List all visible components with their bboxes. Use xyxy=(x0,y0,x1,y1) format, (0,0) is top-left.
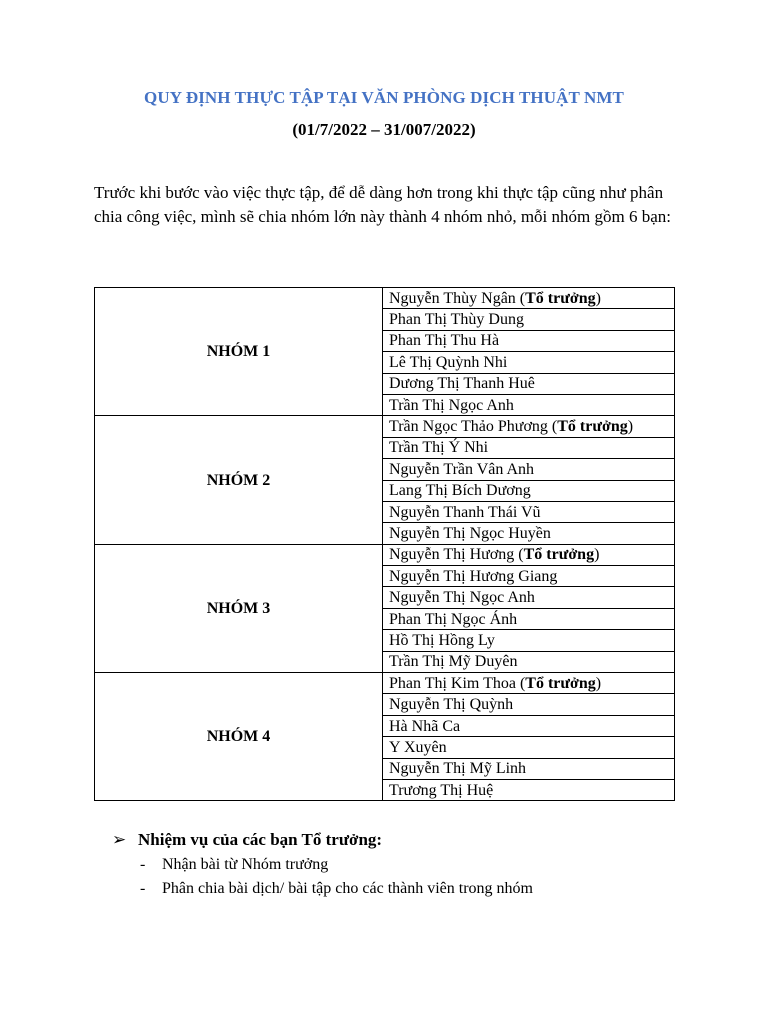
group-name-cell: NHÓM 4 xyxy=(95,673,383,801)
member-name: Trần Thị Ngọc Anh xyxy=(389,396,514,414)
member-cell xyxy=(383,694,675,715)
leader-tag: Tổ trưởng xyxy=(525,289,596,307)
leader-tag: Tổ trưởng xyxy=(523,546,595,564)
member-name: Nguyễn Thùy Ngân xyxy=(389,289,516,307)
document-title: QUY ĐỊNH THỰC TẬP TẠI VĂN PHÒNG DỊCH THUẬT NMT xyxy=(144,88,624,107)
member-cell xyxy=(383,651,675,672)
member-cell xyxy=(383,758,675,779)
member-name: Trần Thị Ý Nhi xyxy=(389,439,489,457)
member-name: Phan Thị Kim Thoa xyxy=(389,674,516,692)
member-cell xyxy=(383,437,675,458)
member-name: Nguyễn Thị Ngọc Anh xyxy=(389,589,535,607)
member-name: Hà Nhã Ca xyxy=(389,717,461,735)
member-name: Nguyễn Thị Quỳnh xyxy=(389,696,514,714)
member-name: Nguyễn Thị Hương Giang xyxy=(389,567,558,585)
list-item xyxy=(140,853,533,877)
group-name-cell: NHÓM 3 xyxy=(95,544,383,672)
member-cell: Nguyễn Thùy Ngân (Tổ trưởng) xyxy=(383,288,675,309)
member-cell xyxy=(383,309,675,330)
member-name: Lang Thị Bích Dương xyxy=(389,482,531,500)
leader-duties-heading xyxy=(112,830,383,850)
member-cell xyxy=(383,715,675,736)
group-name-cell: NHÓM 2 xyxy=(95,416,383,544)
member-name: Phan Thị Thùy Dung xyxy=(389,311,524,329)
member-name: Trần Thị Mỹ Duyên xyxy=(389,653,518,671)
member-cell xyxy=(383,587,675,608)
member-cell: Nguyễn Thị Hương (Tổ trưởng) xyxy=(383,544,675,565)
member-cell xyxy=(383,352,675,373)
member-name: Nguyễn Thị Ngọc Huyền xyxy=(389,524,551,542)
member-name: Dương Thị Thanh Huê xyxy=(389,375,535,393)
intro-paragraph: Trước khi bước vào việc thực tập, để dễ dàng hơn trong khi thực tập cũng như phân chia công việc, mình sẽ chia nhóm lớn này thành 4 nhóm nhỏ, mỗi nhóm gồm 6 bạn: xyxy=(94,183,671,226)
dash-bullet: - xyxy=(140,856,146,873)
member-name: Hồ Thị Hồng Ly xyxy=(389,631,495,649)
member-name: Y Xuyên xyxy=(389,738,447,756)
leader-duties-heading-text: Nhiệm vụ của các bạn Tổ trưởng: xyxy=(138,830,383,849)
member-cell xyxy=(383,630,675,651)
member-name: Nguyễn Thanh Thái Vũ xyxy=(389,503,541,521)
member-cell xyxy=(383,373,675,394)
table-row xyxy=(95,673,675,694)
leader-duties-list xyxy=(140,853,533,901)
member-name: Phan Thị Thu Hà xyxy=(389,332,500,350)
member-name: Trương Thị Huệ xyxy=(389,781,494,799)
member-cell xyxy=(383,566,675,587)
member-name: Trần Ngọc Thảo Phương xyxy=(389,418,548,436)
table-row xyxy=(95,416,675,437)
member-cell: Trần Ngọc Thảo Phương (Tổ trưởng) xyxy=(383,416,675,437)
task-text: Nhận bài từ Nhóm trưởng xyxy=(162,856,329,873)
member-cell xyxy=(383,501,675,522)
groups-table xyxy=(94,287,675,801)
member-name: Lê Thị Quỳnh Nhi xyxy=(389,353,508,371)
dash-bullet: - xyxy=(140,880,146,897)
task-text: Phân chia bài dịch/ bài tập cho các thành viên trong nhóm xyxy=(162,880,533,897)
table-row xyxy=(95,288,675,309)
member-cell xyxy=(383,480,675,501)
leader-tag: Tổ trưởng xyxy=(557,418,628,436)
leader-tag: Tổ trưởng xyxy=(525,674,596,692)
member-name: Nguyễn Thị Hương xyxy=(389,546,515,564)
member-cell xyxy=(383,459,675,480)
list-item xyxy=(140,877,533,901)
member-cell: Phan Thị Kim Thoa (Tổ trưởng) xyxy=(383,673,675,694)
member-cell xyxy=(383,737,675,758)
member-cell xyxy=(383,523,675,544)
group-name-cell: NHÓM 1 xyxy=(95,288,383,416)
member-cell xyxy=(383,608,675,629)
table-row xyxy=(95,544,675,565)
member-name: Phan Thị Ngọc Ánh xyxy=(389,610,518,628)
member-cell xyxy=(383,330,675,351)
member-name: Nguyễn Thị Mỹ Linh xyxy=(389,760,527,778)
member-cell xyxy=(383,394,675,415)
member-cell xyxy=(383,779,675,800)
arrow-bullet-icon: ➢ xyxy=(112,830,127,849)
date-range: (01/7/2022 – 31/007/2022) xyxy=(292,120,476,139)
member-name: Nguyễn Trần Vân Anh xyxy=(389,460,535,478)
